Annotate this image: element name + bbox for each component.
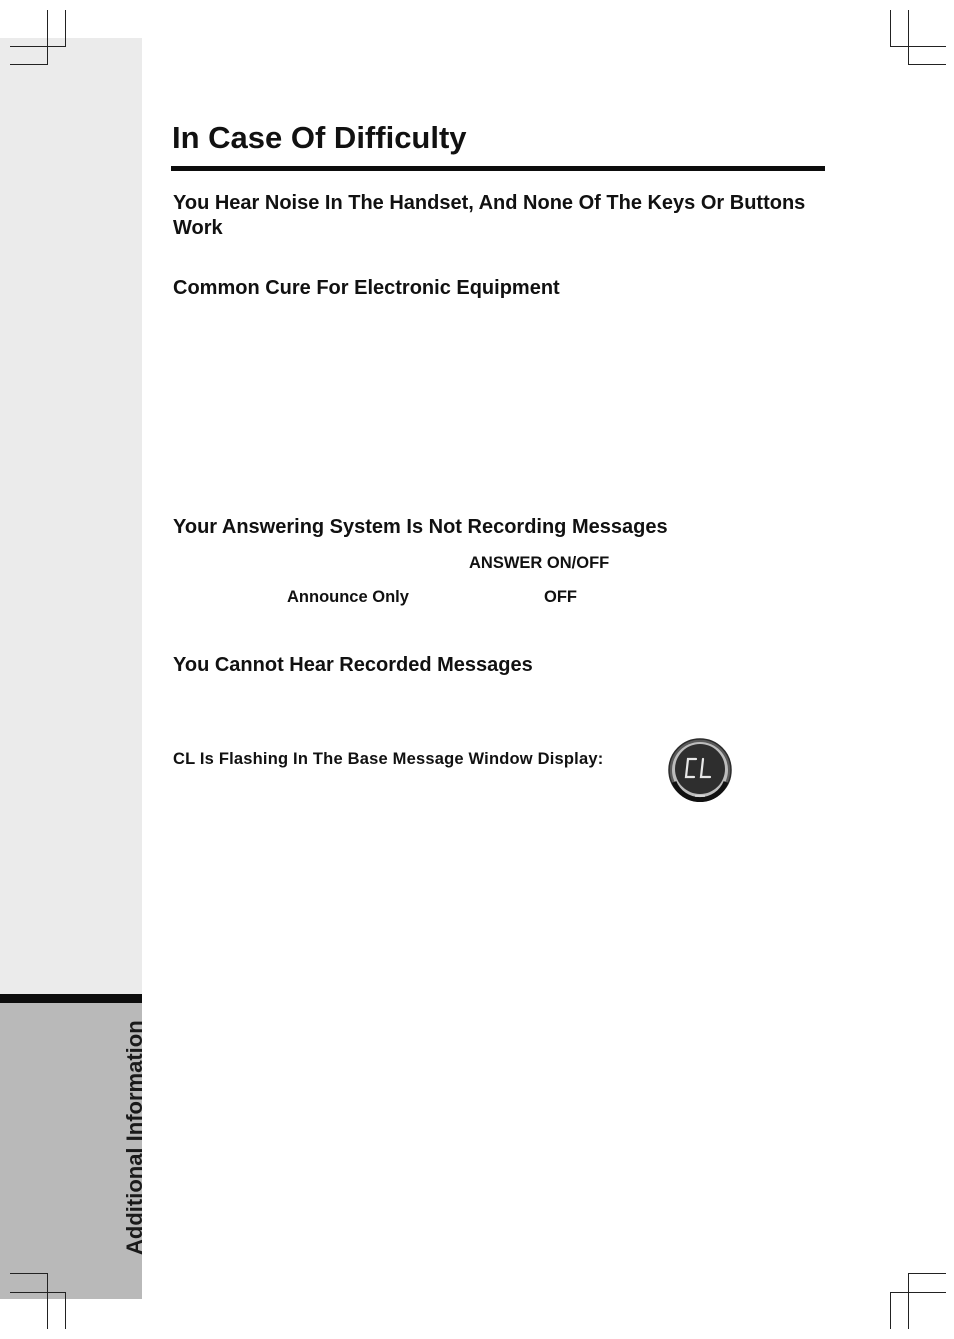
sidebar-tab-label: Additional Information xyxy=(122,1020,147,1255)
off-label: OFF xyxy=(544,588,577,606)
common-cure-heading: Common Cure For Electronic Equipment xyxy=(173,277,560,299)
announce-only-label: Announce Only xyxy=(287,588,409,606)
sidebar-divider xyxy=(0,994,142,1003)
cannot-hear-heading: You Cannot Hear Recorded Messages xyxy=(173,654,533,676)
sidebar-panel xyxy=(0,38,142,994)
answer-onoff-key-label: ANSWER ON/OFF xyxy=(469,554,610,572)
noise-heading-line2: Work xyxy=(173,217,223,239)
page-title: In Case Of Difficulty xyxy=(172,120,467,155)
cl-flashing-heading: CL Is Flashing In The Base Message Window Display: xyxy=(173,750,604,768)
cl-display-icon xyxy=(668,738,732,802)
sidebar-tab xyxy=(0,1003,142,1299)
noise-heading-line1: You Hear Noise In The Handset, And None Of The Keys Or Buttons xyxy=(173,192,806,214)
title-rule xyxy=(171,166,825,171)
not-recording-heading: Your Answering System Is Not Recording Messages xyxy=(173,516,668,538)
